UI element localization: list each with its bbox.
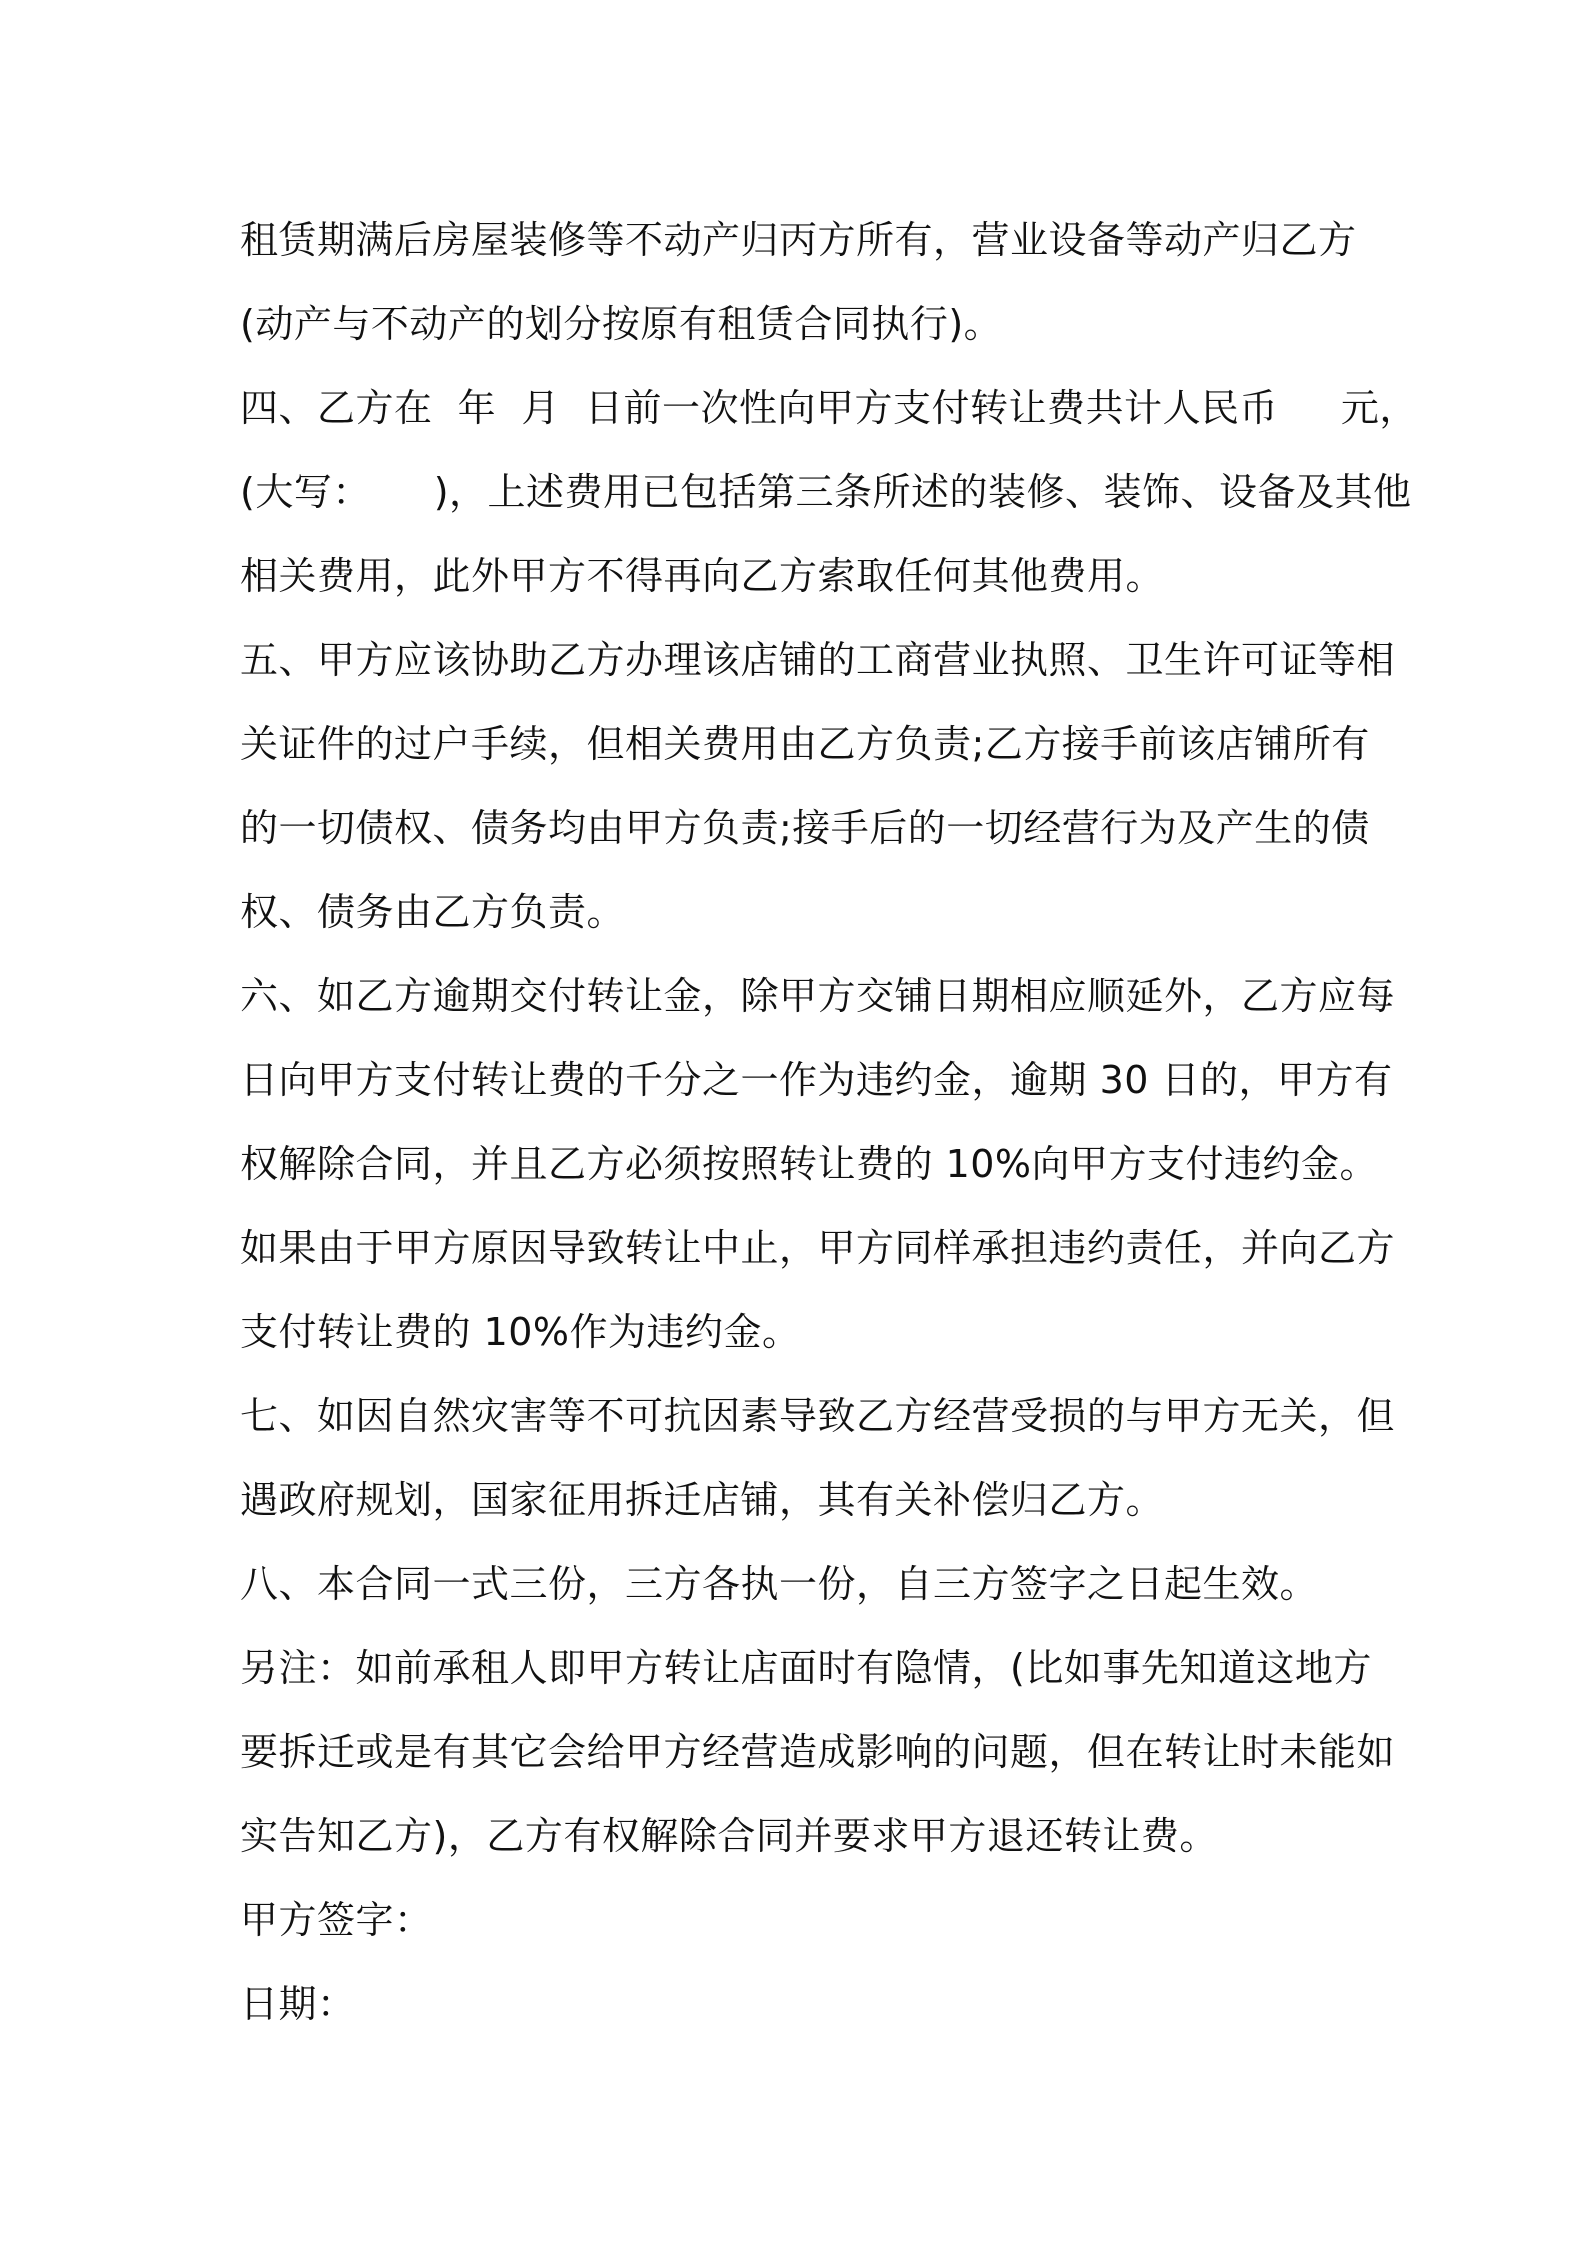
text-line: 权解除合同，并且乙方必须按照转让费的 10%向甲方支付违约金。 [240, 1142, 1379, 1186]
clause-6-line: 六、如乙方逾期交付转让金，除甲方交铺日期相应顺延外，乙方应每 [240, 974, 1396, 1018]
text-line: 实告知乙方)，乙方有权解除合同并要求甲方退还转让费。 [240, 1814, 1218, 1858]
text-line: 如果由于甲方原因导致转让中止，甲方同样承担违约责任，并向乙方 [240, 1226, 1396, 1270]
text-line: 关证件的过户手续，但相关费用由乙方负责;乙方接手前该店铺所有 [240, 722, 1370, 766]
text-line: 遇政府规划，国家征用拆迁店铺，其有关补偿归乙方。 [240, 1478, 1165, 1522]
clause-4-line: 四、乙方在 年 月 日前一次性向甲方支付转让费共计人民币 元， [240, 386, 1418, 430]
text-line: 租赁期满后房屋装修等不动产归丙方所有，营业设备等动产归乙方 [240, 218, 1357, 262]
clause-8-line: 八、本合同一式三份，三方各执一份，自三方签字之日起生效。 [240, 1562, 1319, 1606]
contract-text [240, 198, 1418, 2046]
note-line: 另注：如前承租人即甲方转让店面时有隐情，(比如事先知道这地方 [240, 1646, 1372, 1690]
text-line: (动产与不动产的划分按原有租赁合同执行)。 [240, 302, 1003, 346]
text-line: 的一切债权、债务均由甲方负责;接手后的一切经营行为及产生的债 [240, 806, 1370, 850]
text-line: 要拆迁或是有其它会给甲方经营造成影响的问题，但在转让时未能如 [240, 1730, 1396, 1774]
text-line: 日向甲方支付转让费的千分之一作为违约金，逾期 30 日的，甲方有 [240, 1058, 1393, 1102]
text-line: 权、债务由乙方负责。 [240, 890, 626, 934]
date-label: 日期： [240, 1982, 356, 2026]
clause-7-line: 七、如因自然灾害等不可抗因素导致乙方经营受损的与甲方无关，但 [240, 1394, 1396, 1438]
text-line: (大写： )，上述费用已包括第三条所述的装修、装饰、设备及其他 [240, 470, 1412, 514]
text-line: 相关费用，此外甲方不得再向乙方索取任何其他费用。 [240, 554, 1165, 598]
clause-5-line: 五、甲方应该协助乙方办理该店铺的工商营业执照、卫生许可证等相 [240, 638, 1396, 682]
party-a-signature-label: 甲方签字： [240, 1898, 433, 1942]
text-line: 支付转让费的 10%作为违约金。 [240, 1310, 801, 1354]
